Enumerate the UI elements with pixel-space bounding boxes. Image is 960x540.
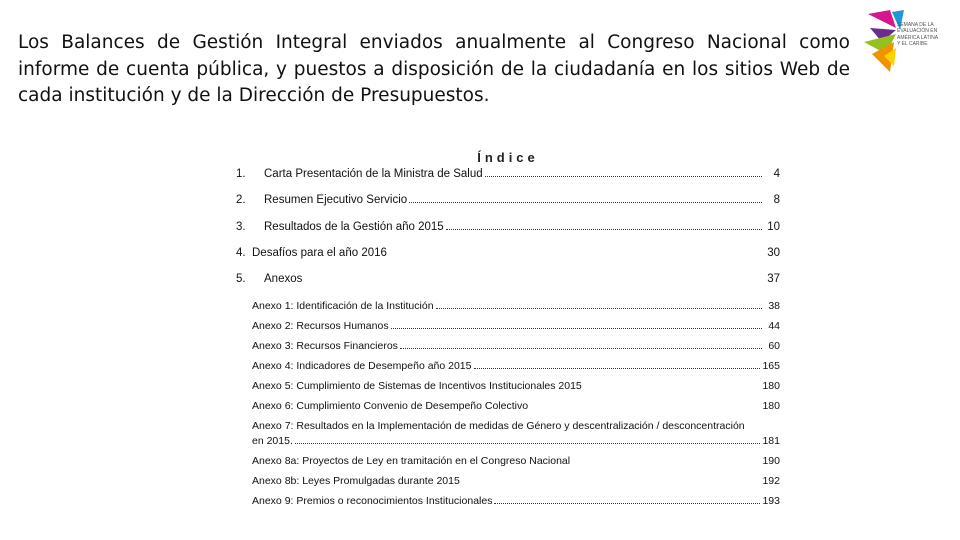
toc-annex-label: Anexo 8a: Proyectos de Ley en tramitación en el Congreso Nacional bbox=[252, 455, 571, 467]
toc-item-page: 30 bbox=[767, 247, 780, 259]
toc-item-number: 3. bbox=[236, 221, 246, 233]
intro-paragraph: Los Balances de Gestión Integral enviados anualmente al Congreso Nacional como informe de cuenta pública, y puestos a disposición de la ciudadanía en los sitios Web de cada institución y de la Dirección de Presupuestos. bbox=[18, 32, 850, 106]
dot-leader bbox=[400, 348, 762, 349]
toc-annex-item[interactable] bbox=[252, 360, 780, 372]
toc-item[interactable] bbox=[236, 221, 780, 233]
toc-annex-label: Anexo 9: Premios o reconocimientos Institucionales bbox=[252, 495, 493, 507]
dot-leader bbox=[474, 368, 761, 369]
toc-annex-label: Anexo 4: Indicadores de Desempeño año 2015 bbox=[252, 360, 472, 372]
toc-item-label: Resultados de la Gestión año 2015 bbox=[264, 221, 444, 233]
toc-item-number: 1. bbox=[236, 168, 246, 180]
toc-annex-item[interactable] bbox=[252, 495, 780, 507]
toc-annex-label: Anexo 2: Recursos Humanos bbox=[252, 320, 389, 332]
logo-text bbox=[897, 22, 957, 48]
toc-annex-page: 38 bbox=[768, 300, 780, 312]
toc-annex-page: 180 bbox=[762, 400, 780, 412]
dot-leader bbox=[409, 202, 762, 203]
toc-annex-page: 193 bbox=[762, 495, 780, 507]
toc-annex-page: 60 bbox=[768, 340, 780, 352]
logo-text-line: EVALUACIÓN EN bbox=[897, 28, 938, 35]
table-of-contents bbox=[236, 148, 780, 510]
toc-item[interactable] bbox=[236, 273, 780, 285]
toc-annex-label: Anexo 8b: Leyes Promulgadas durante 2015 bbox=[252, 475, 460, 487]
toc-annex-label: Anexo 1: Identificación de la Institución bbox=[252, 300, 434, 312]
toc-annex-item-continued[interactable] bbox=[252, 435, 780, 447]
toc-item-page: 37 bbox=[767, 273, 780, 285]
toc-title: Índice bbox=[477, 150, 539, 165]
toc-annex-label: Anexo 6: Cumplimiento Convenio de Desempeño Colectivo bbox=[252, 400, 529, 412]
toc-item-number: 4. bbox=[236, 247, 246, 259]
toc-item-label: Resumen Ejecutivo Servicio bbox=[264, 194, 408, 206]
toc-annex-item[interactable] bbox=[252, 400, 780, 412]
dot-leader bbox=[436, 308, 762, 309]
toc-item-label: Anexos bbox=[264, 273, 303, 285]
toc-annex-page: 44 bbox=[768, 320, 780, 332]
toc-annex-label: Anexo 3: Recursos Financieros bbox=[252, 340, 398, 352]
toc-item-page: 10 bbox=[767, 221, 780, 233]
toc-item-number: 2. bbox=[236, 194, 246, 206]
logo-text-line: Y EL CARIBE bbox=[897, 41, 928, 48]
dot-leader bbox=[391, 328, 762, 329]
logo-petal-pink bbox=[868, 10, 896, 28]
toc-annex-item[interactable] bbox=[252, 340, 780, 352]
toc-annex-item[interactable] bbox=[252, 380, 780, 392]
toc-annex-item[interactable] bbox=[252, 320, 780, 332]
toc-annex-label-continued: en 2015. bbox=[252, 435, 293, 447]
dot-leader bbox=[295, 443, 761, 444]
toc-item[interactable] bbox=[236, 247, 780, 259]
dot-leader bbox=[446, 229, 762, 230]
toc-annex-page: 190 bbox=[762, 455, 780, 467]
toc-annex-page: 181 bbox=[762, 435, 780, 447]
toc-item[interactable] bbox=[236, 168, 780, 180]
toc-item-page: 8 bbox=[773, 194, 780, 206]
toc-annex-page: 180 bbox=[762, 380, 780, 392]
toc-item[interactable] bbox=[236, 194, 780, 206]
logo-text-line: AMÉRICA LATINA bbox=[897, 34, 939, 41]
toc-annex-page: 192 bbox=[762, 475, 780, 487]
dot-leader bbox=[485, 176, 762, 177]
toc-item-label: Carta Presentación de la Ministra de Salud bbox=[264, 168, 483, 180]
toc-annex-item[interactable] bbox=[252, 475, 780, 487]
toc-item-label: Desafíos para el año 2016 bbox=[252, 247, 387, 259]
toc-annex-item[interactable] bbox=[252, 300, 780, 312]
dot-leader bbox=[494, 503, 760, 504]
toc-item-number: 5. bbox=[236, 273, 246, 285]
logo-text-line: SEMANA DE LA bbox=[897, 22, 934, 28]
toc-item-page: 4 bbox=[773, 168, 780, 180]
toc-annex-page: 165 bbox=[762, 360, 780, 372]
toc-annex-label: Anexo 7: Resultados en la Implementación de medidas de Género y descentralización / desconcentración bbox=[252, 420, 745, 432]
toc-annex-item[interactable] bbox=[252, 420, 780, 432]
toc-annex-item[interactable] bbox=[252, 455, 780, 467]
toc-annex-label: Anexo 5: Cumplimiento de Sistemas de Incentivos Institucionales 2015 bbox=[252, 380, 582, 392]
